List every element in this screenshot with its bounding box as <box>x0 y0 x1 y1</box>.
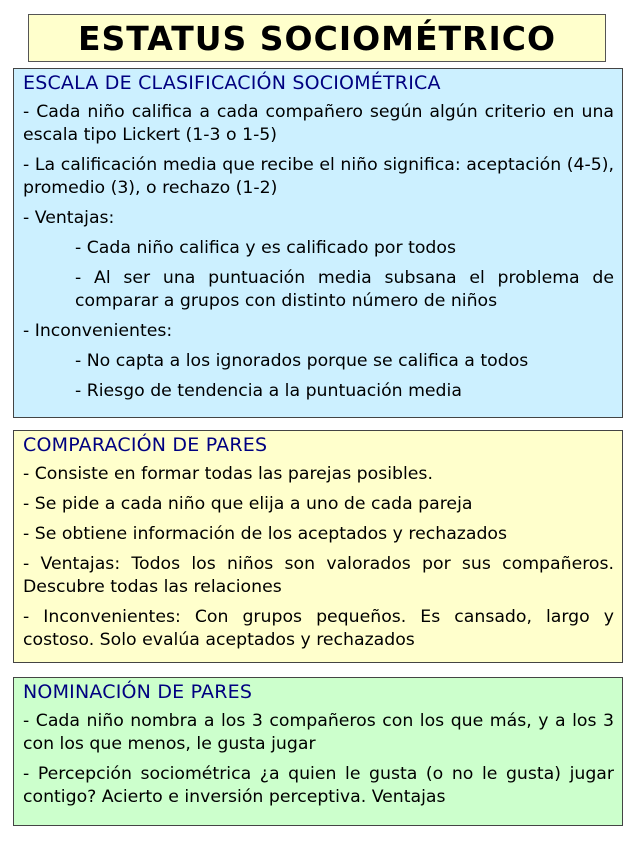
section-comparacion-pares <box>13 430 623 663</box>
section-heading: ESCALA DE CLASIFICACIÓN SOCIOMÉTRICA <box>23 72 441 94</box>
list-item: - Inconvenientes: Con grupos pequeños. Es cansado, largo y costoso. Solo evalúa aceptados y rechazados <box>23 607 614 650</box>
section-heading: NOMINACIÓN DE PARES <box>23 681 253 703</box>
section-escala-clasificacion <box>13 68 623 418</box>
list-item: - La calificación media que recibe el niño significa: aceptación (4-5), promedio (3), o rechazo (1-2) <box>23 155 614 198</box>
sub-list-item: - No capta a los ignorados porque se califica a todos <box>75 351 529 371</box>
section-nominacion-pares <box>13 677 623 826</box>
sub-list-item: - Cada niño califica y es calificado por todos <box>75 238 456 258</box>
sub-list-item: - Riesgo de tendencia a la puntuación media <box>75 381 462 401</box>
list-item: - Consiste en formar todas las parejas posibles. <box>23 464 433 484</box>
list-item: - Se obtiene información de los aceptados y rechazados <box>23 524 508 544</box>
sub-list-item: - Al ser una puntuación media subsana el problema de comparar a grupos con distinto número de niños <box>75 268 614 311</box>
section-heading: COMPARACIÓN DE PARES <box>23 434 268 456</box>
list-item: - Inconvenientes: <box>23 321 173 341</box>
list-item: - Ventajas: Todos los niños son valorados por sus compañeros. Descubre todas las relaciones <box>23 554 614 597</box>
list-item: - Percepción sociométrica ¿a quien le gusta (o no le gusta) jugar contigo? Acierto e inversión perceptiva. Ventajas <box>23 764 614 807</box>
list-item: - Cada niño califica a cada compañero según algún criterio en una escala tipo Lickert (1-3 o 1-5) <box>23 102 614 145</box>
title-box <box>28 14 606 62</box>
list-item: - Se pide a cada niño que elija a uno de cada pareja <box>23 494 473 514</box>
list-item: - Cada niño nombra a los 3 compañeros con los que más, y a los 3 con los que menos, le gusta jugar <box>23 711 614 754</box>
page-title: ESTATUS SOCIOMÉTRICO <box>77 18 557 58</box>
list-item: - Ventajas: <box>23 208 115 228</box>
